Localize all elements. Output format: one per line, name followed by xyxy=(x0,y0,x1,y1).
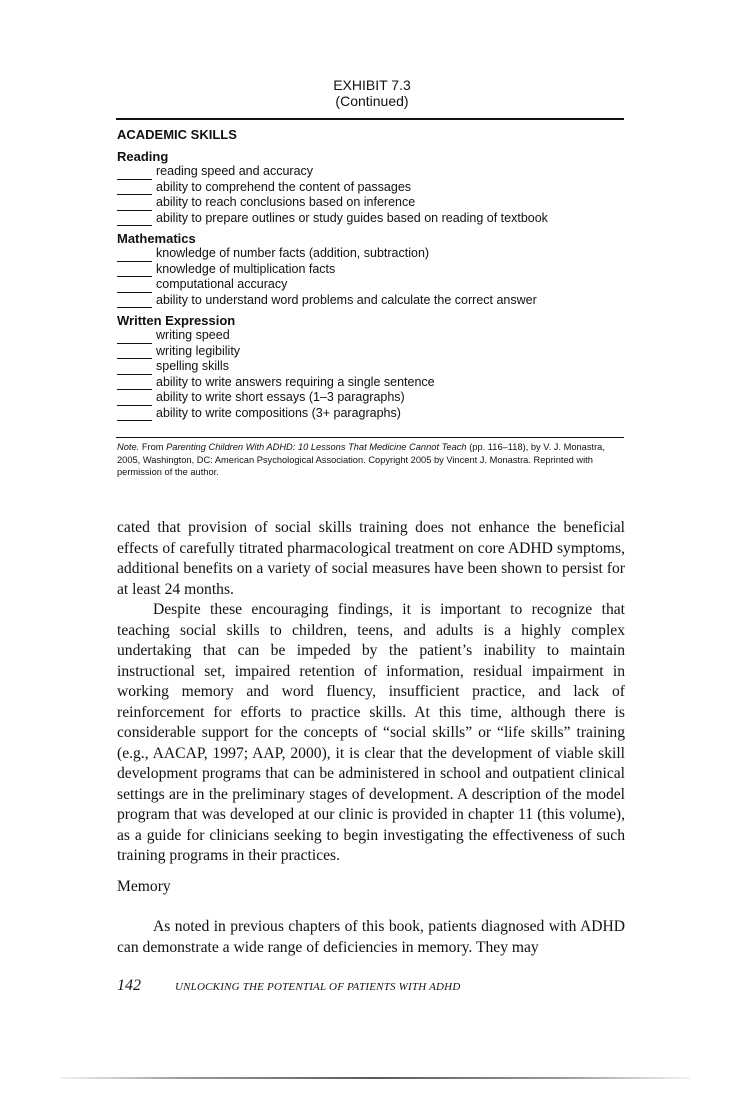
section-heading: Mathematics xyxy=(117,231,196,246)
blank-line[interactable] xyxy=(117,281,152,293)
scan-edge-artifact xyxy=(0,1075,744,1081)
source-note xyxy=(117,441,629,479)
blank-line[interactable] xyxy=(117,183,152,195)
exhibit-title: EXHIBIT 7.3 xyxy=(333,77,411,93)
checklist-item xyxy=(117,277,625,293)
item-label: ability to reach conclusions based on inference xyxy=(156,195,416,209)
note-citation: (pp. 116–118), by V. J. Monastra, 2005, Washington, DC: American Psychological Association. Copyright 2005 by Vincent J. Monastra. Reprinted with permission of the author. xyxy=(117,442,605,477)
blank-line[interactable] xyxy=(117,332,152,344)
exhibit-subtitle: (Continued) xyxy=(335,93,409,109)
section-heading: Reading xyxy=(117,149,169,164)
blank-line[interactable] xyxy=(117,250,152,262)
item-label: ability to understand word problems and calculate the correct answer xyxy=(156,292,537,307)
section-mathematics xyxy=(117,231,625,308)
note-book-title: Parenting Children With ADHD: 10 Lessons That Medicine Cannot Teach xyxy=(166,442,467,452)
item-label: ability to prepare outlines or study guides based on reading of textbook xyxy=(156,210,548,225)
blank-line[interactable] xyxy=(117,296,152,308)
checklist-item xyxy=(117,211,625,227)
checklist-item xyxy=(117,164,625,180)
body-paragraph xyxy=(117,917,625,958)
checklist-item xyxy=(117,195,625,211)
panel-title: ACADEMIC SKILLS xyxy=(117,127,237,142)
section-reading xyxy=(117,149,625,226)
blank-line[interactable] xyxy=(117,199,152,211)
page-number: 142 xyxy=(117,977,141,994)
checklist-item xyxy=(117,246,625,262)
item-label: ability to write short essays (1–3 paragraphs) xyxy=(156,390,405,404)
section-subheading: Memory xyxy=(117,878,171,895)
body-paragraph xyxy=(117,600,625,867)
blank-line[interactable] xyxy=(117,214,152,226)
blank-line[interactable] xyxy=(117,409,152,421)
blank-line[interactable] xyxy=(117,168,152,180)
item-label: knowledge of number facts (addition, subtraction) xyxy=(156,246,430,260)
blank-line[interactable] xyxy=(117,394,152,406)
blank-line[interactable] xyxy=(117,363,152,375)
blank-line[interactable] xyxy=(117,347,152,359)
checklist-item xyxy=(117,390,625,406)
item-label: reading speed and accuracy xyxy=(156,164,314,178)
paragraph-text: As noted in previous chapters of this book, patients diagnosed with ADHD can demonstrate a wide range of deficiencies in memory. They may xyxy=(117,918,625,956)
item-label: ability to write answers requiring a single sentence xyxy=(156,374,435,389)
section-heading: Written Expression xyxy=(117,313,236,328)
item-label: knowledge of multiplication facts xyxy=(156,261,336,276)
paragraph-text: Despite these encouraging findings, it is important to recognize that teaching social skills to children, teens, and adults is a highly complex undertaking that can be impeded by the patient’s inability to maintain instructional set, impaired retention of information, residual impairment in working memory and word fluency, insufficient practice, and lack of reinforcement for efforts to practice skills. At this time, although there is considerable support for the concepts of “social skills” or “life skills” training (e.g., AACAP, 1997; AAP, 2000), it is clear that the development of viable skill development programs that can be administered in school and outpatient clinical settings are in the preliminary stages of development. A description of the model program that was developed at our clinic is provided in chapter 11 (this volume), as a guide for clinicians seeking to begin investigating the effectiveness of such training programs in their practices. xyxy=(117,601,625,864)
checklist-item xyxy=(117,328,625,344)
page-footer xyxy=(117,977,625,995)
top-rule xyxy=(116,118,624,120)
checklist-item xyxy=(117,359,625,375)
checklist-item xyxy=(117,344,625,360)
running-title: UNLOCKING THE POTENTIAL OF PATIENTS WITH ADHD xyxy=(175,981,461,993)
academic-skills-panel xyxy=(117,126,625,426)
note-label: Note. xyxy=(117,442,140,452)
checklist-item xyxy=(117,262,625,278)
checklist-item xyxy=(117,375,625,391)
item-label: writing speed xyxy=(156,328,230,342)
body-paragraph xyxy=(117,518,625,600)
item-label: ability to write compositions (3+ paragraphs) xyxy=(156,405,401,420)
item-label: computational accuracy xyxy=(156,277,288,291)
note-prefix: From xyxy=(139,442,167,452)
bottom-rule xyxy=(116,437,624,438)
section-written-expression xyxy=(117,313,625,421)
paragraph-text: cated that provision of social skills training does not enhance the beneficial effects of carefully titrated pharmacological treatment on core ADHD symptoms, additional benefits on a variety of social measures have been shown to persist for at least 24 months. xyxy=(117,519,625,598)
checklist-item xyxy=(117,293,625,309)
item-label: spelling skills xyxy=(156,359,229,373)
blank-line[interactable] xyxy=(117,378,152,390)
checklist-item xyxy=(117,180,625,196)
item-label: writing legibility xyxy=(156,343,241,358)
item-label: ability to comprehend the content of passages xyxy=(156,179,412,194)
checklist-item xyxy=(117,406,625,422)
blank-line[interactable] xyxy=(117,265,152,277)
